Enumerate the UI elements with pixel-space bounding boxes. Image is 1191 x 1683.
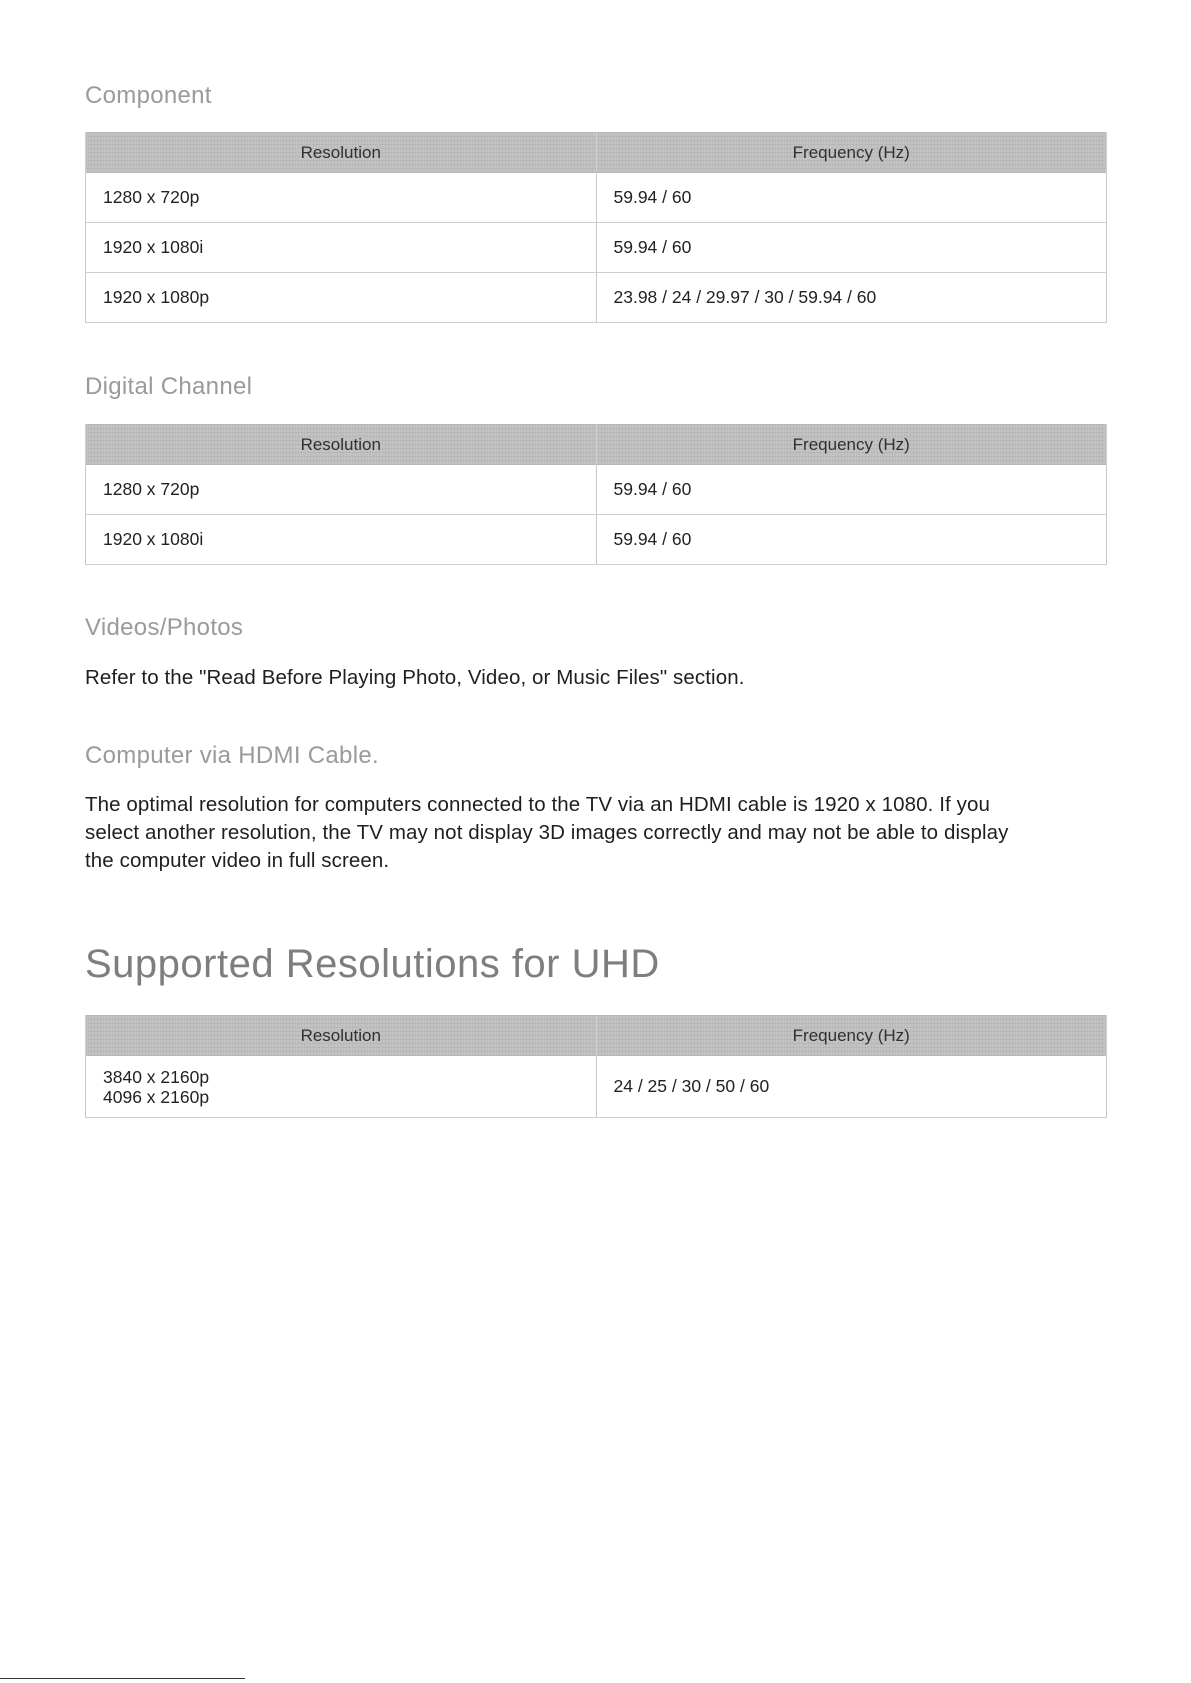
computer-hdmi-text xyxy=(85,791,1115,875)
table-row xyxy=(86,223,1107,273)
frequency-cell: 59.94 / 60 xyxy=(596,515,1107,565)
uhd-heading: Supported Resolutions for UHD xyxy=(85,942,660,986)
digital-channel-table xyxy=(85,424,1107,565)
header-frequency: Frequency (Hz) xyxy=(596,132,1107,173)
frequency-cell: 23.98 / 24 / 29.97 / 30 / 59.94 / 60 xyxy=(596,273,1107,323)
videos-photos-text: Refer to the "Read Before Playing Photo, Video, or Music Files" section. xyxy=(85,666,745,689)
footer-rule xyxy=(0,1678,245,1679)
table-row xyxy=(86,173,1107,223)
table-header-row xyxy=(86,132,1107,173)
table-header-row xyxy=(86,1015,1107,1056)
digital-channel-heading: Digital Channel xyxy=(85,373,253,400)
resolution-cell xyxy=(86,1056,597,1118)
table-row xyxy=(86,515,1107,565)
resolution-cell: 1280 x 720p xyxy=(86,173,597,223)
header-resolution: Resolution xyxy=(86,1015,597,1056)
resolution-value: 3840 x 2160p xyxy=(103,1066,210,1087)
resolution-value: 4096 x 2160p xyxy=(103,1086,210,1107)
frequency-cell: 59.94 / 60 xyxy=(596,465,1107,515)
header-frequency: Frequency (Hz) xyxy=(596,424,1107,465)
paragraph-line: The optimal resolution for computers connected to the TV via an HDMI cable is 1920 x 1080. If you xyxy=(85,793,990,816)
uhd-table xyxy=(85,1015,1107,1118)
header-resolution: Resolution xyxy=(86,132,597,173)
table-header-row xyxy=(86,424,1107,465)
frequency-cell: 59.94 / 60 xyxy=(596,173,1107,223)
videos-photos-heading: Videos/Photos xyxy=(85,614,244,641)
component-table xyxy=(85,132,1107,323)
resolution-cell: 1920 x 1080i xyxy=(86,515,597,565)
component-heading: Component xyxy=(85,82,212,109)
paragraph-line: the computer video in full screen. xyxy=(85,849,390,872)
resolution-cell: 1280 x 720p xyxy=(86,465,597,515)
frequency-cell: 24 / 25 / 30 / 50 / 60 xyxy=(596,1056,1107,1118)
header-frequency: Frequency (Hz) xyxy=(596,1015,1107,1056)
header-resolution: Resolution xyxy=(86,424,597,465)
table-row xyxy=(86,465,1107,515)
table-row xyxy=(86,273,1107,323)
resolution-cell: 1920 x 1080i xyxy=(86,223,597,273)
resolution-cell: 1920 x 1080p xyxy=(86,273,597,323)
table-row xyxy=(86,1056,1107,1118)
frequency-cell: 59.94 / 60 xyxy=(596,223,1107,273)
computer-hdmi-heading: Computer via HDMI Cable. xyxy=(85,742,379,769)
paragraph-line: select another resolution, the TV may not display 3D images correctly and may not be able to display xyxy=(85,821,1009,844)
